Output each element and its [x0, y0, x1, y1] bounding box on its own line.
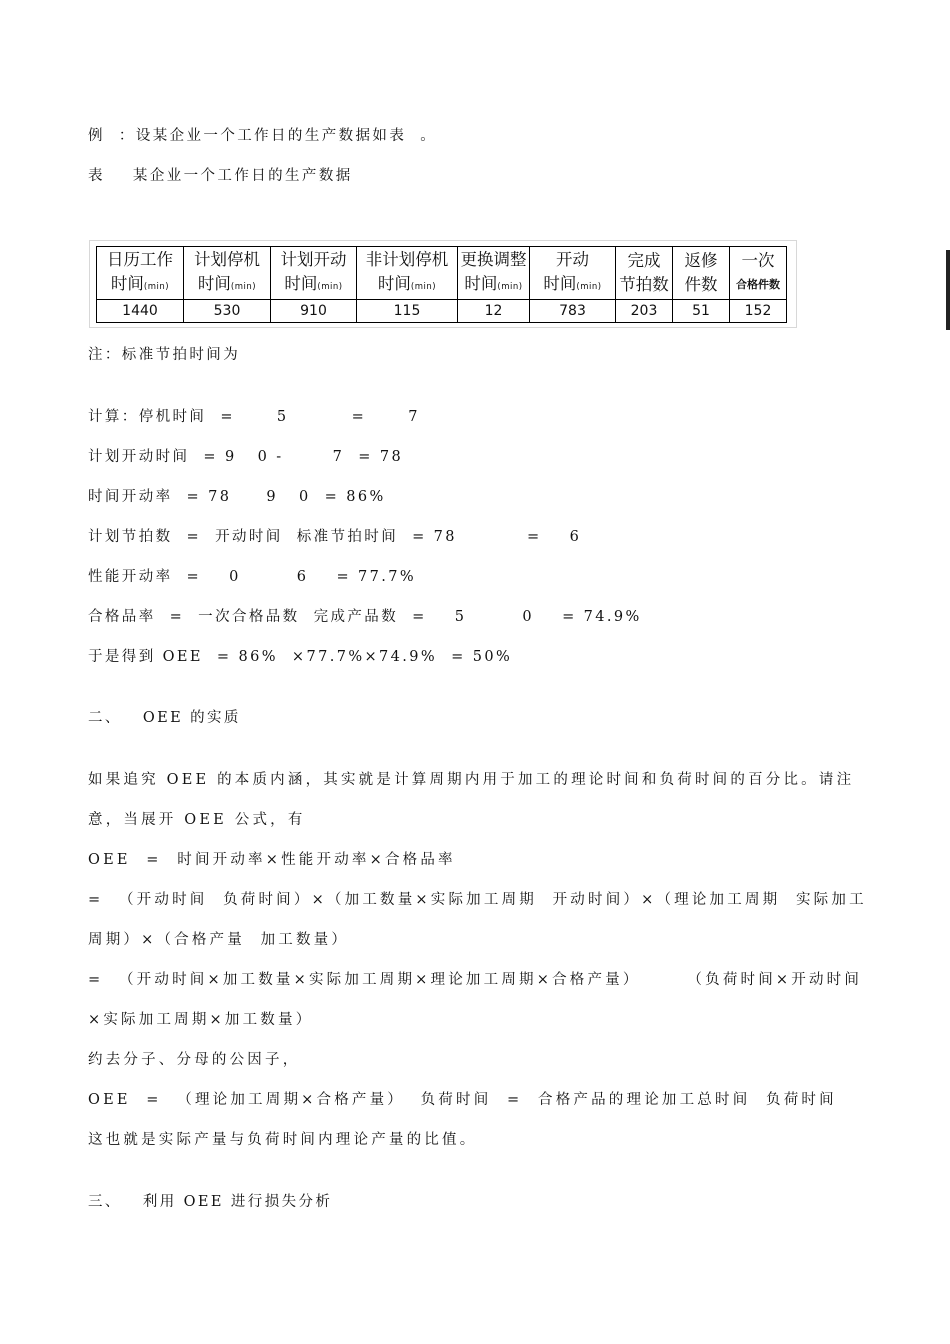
cell-unplanned-stop-time: 115 — [357, 300, 458, 323]
header-first-pass-count: 一次 合格件数 — [730, 247, 787, 300]
calc-line: 计划开动时间 = 9 0 - 7 = 78 — [88, 449, 404, 465]
paragraph-line: 意，当展开 OEE 公式，有 — [88, 812, 306, 828]
production-data-table-frame — [89, 240, 797, 328]
cell-rework-count: 51 — [673, 300, 730, 323]
page-edge-mark — [946, 250, 950, 330]
paragraph-line: 如果追究 OEE 的本质内涵，其实就是计算周期内用于加工的理论时间和负荷时间的百分比。请注 — [88, 772, 855, 788]
header-completed-cycles: 完成 节拍数 — [616, 247, 673, 300]
header-changeover-time: 更换调整 时间(min) — [458, 247, 530, 300]
section-heading: 三、 利用 OEE 进行损失分析 — [88, 1194, 333, 1210]
header-run-time: 开动 时间(min) — [530, 247, 616, 300]
calc-line: 时间开动率 = 78 9 0 = 86% — [88, 489, 386, 505]
calc-line: 性能开动率 = 0 6 = 77.7% — [88, 569, 417, 585]
calc-line: 计划节拍数 = 开动时间 标准节拍时间 = 78 = 6 — [88, 529, 582, 545]
paragraph-line: 这也就是实际产量与负荷时间内理论产量的比值。 — [88, 1132, 478, 1148]
example-intro: 例 ：设某企业一个工作日的生产数据如表 。 — [88, 128, 438, 144]
formula-line: ×实际加工周期×加工数量） — [88, 1012, 314, 1028]
header-unplanned-stop-time: 非计划停机 时间(min) — [357, 247, 458, 300]
header-calendar-time: 日历工作 时间(min) — [97, 247, 184, 300]
cell-planned-run-time: 910 — [271, 300, 357, 323]
table-header-row — [97, 247, 787, 300]
formula-line: = （开动时间×加工数量×实际加工周期×理论加工周期×合格产量） （负荷时间×开动时间 — [88, 972, 863, 988]
table-row — [97, 300, 787, 323]
note-standard-cycle: 注：标准节拍时间为 — [88, 347, 241, 363]
cell-first-pass-count: 152 — [730, 300, 787, 323]
table-caption: 表 某企业一个工作日的生产数据 — [88, 168, 353, 184]
header-planned-run-time: 计划开动 时间(min) — [271, 247, 357, 300]
calc-line: 合格品率 = 一次合格品数 完成产品数 = 5 0 = 74.9% — [88, 609, 642, 625]
calc-line: 计算：停机时间 = 5 = 7 — [88, 409, 420, 425]
formula-line: OEE = 时间开动率×性能开动率×合格品率 — [88, 852, 456, 868]
cell-run-time: 783 — [530, 300, 616, 323]
calc-line: 于是得到 OEE = 86% ×77.7%×74.9% = 50% — [88, 649, 513, 665]
section-heading: 二、 OEE 的实质 — [88, 710, 241, 726]
formula-line: 周期）×（合格产量 加工数量） — [88, 932, 350, 948]
cell-changeover-time: 12 — [458, 300, 530, 323]
header-planned-stop-time: 计划停机 时间(min) — [184, 247, 271, 300]
production-data-table — [96, 246, 787, 323]
paragraph-line: 约去分子、分母的公因子， — [88, 1052, 301, 1068]
cell-calendar-time: 1440 — [97, 300, 184, 323]
cell-completed-cycles: 203 — [616, 300, 673, 323]
header-rework-count: 返修 件数 — [673, 247, 730, 300]
formula-line: = （开动时间 负荷时间）×（加工数量×实际加工周期 开动时间）×（理论加工周期 实际加工 — [88, 892, 867, 908]
cell-planned-stop-time: 530 — [184, 300, 271, 323]
formula-line: OEE = （理论加工周期×合格产量） 负荷时间 = 合格产品的理论加工总时间 负荷时间 — [88, 1092, 837, 1108]
